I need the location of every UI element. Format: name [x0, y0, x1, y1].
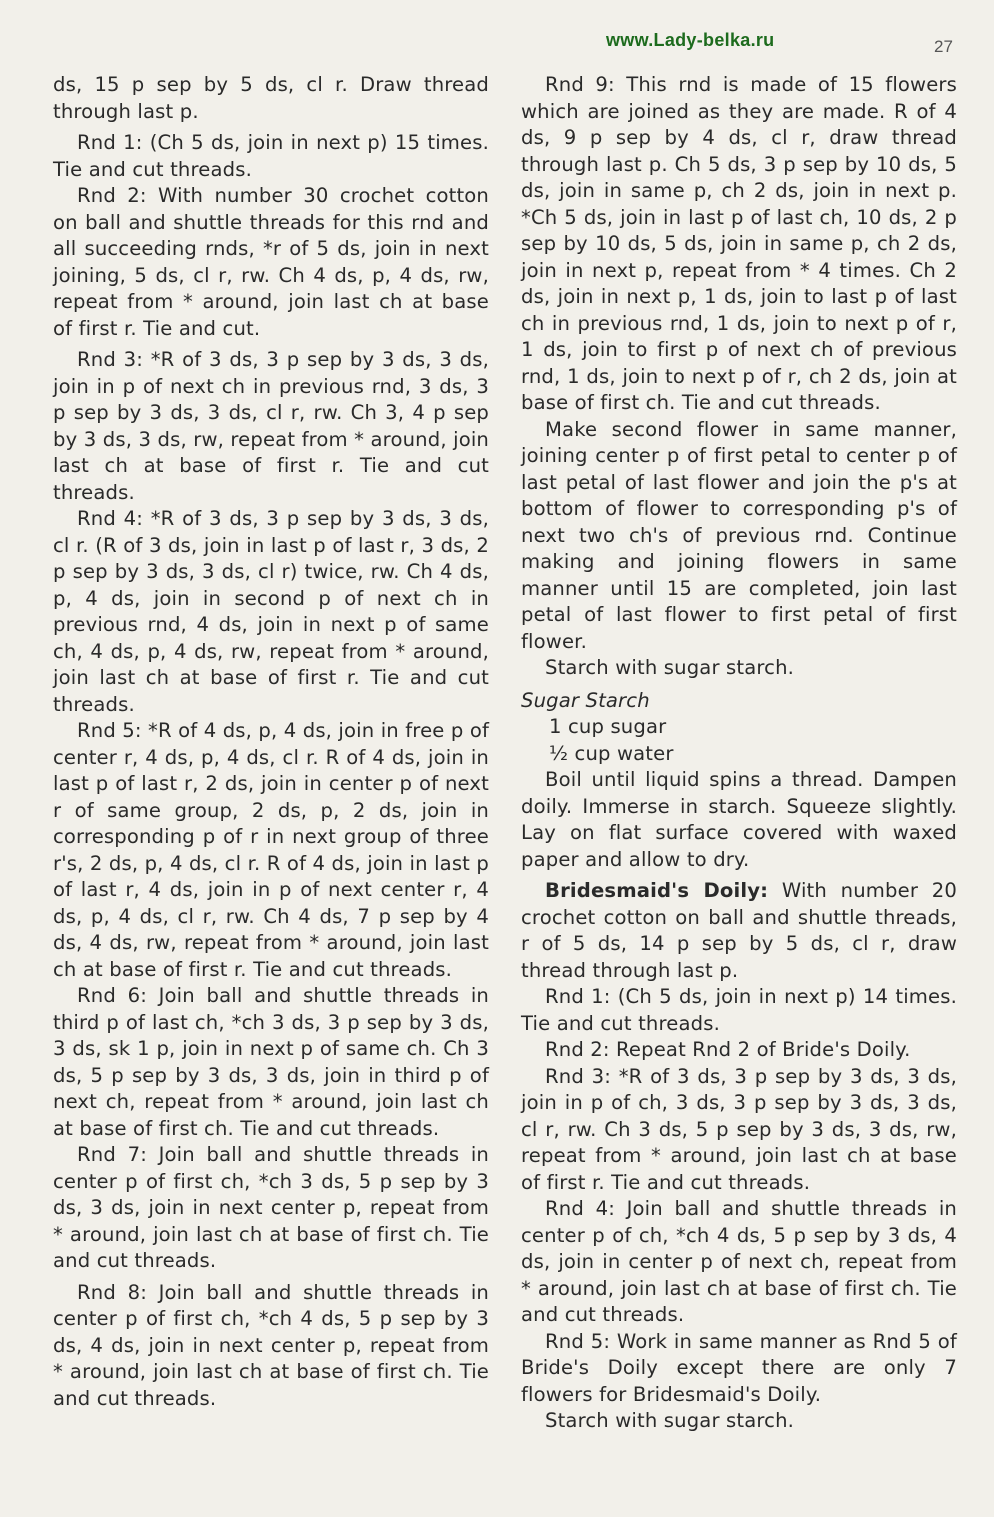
paragraph-boil: Boil until liquid spins a thread. Dampen doily. Immerse in starch. Squeeze slightly. Lay on flat surface covered with waxed paper and allow to dry. [521, 768, 957, 871]
paragraph-rnd-7: Rnd 7: Join ball and shuttle threads in center p of first ch, *ch 3 ds, 5 p sep by 3 ds, 3 ds, join in next center p, repeat from * around, join last ch at base of first ch. Tie and cut threads. [53, 1143, 489, 1272]
ingredient-sugar: 1 cup sugar [549, 715, 667, 738]
paragraph-b-rnd-3: Rnd 3: *R of 3 ds, 3 p sep by 3 ds, 3 ds, join in p of ch, 3 ds, 3 p sep by 3 ds, 3 ds, cl r, rw. Ch 3 ds, 5 p sep by 3 ds, 3 ds, rw, repeat from * around, join last ch at base of first r. Tie and cut threads. [521, 1064, 957, 1194]
sugar-starch-heading: Sugar Starch [521, 688, 650, 712]
paragraph-b-starch: Starch with sugar starch. [545, 1409, 795, 1432]
paragraph-second-flower: Make second flower in same manner, joining center p of first petal to center p of last petal of last flower and join the p's at bottom of flower to corresponding p's of next two ch's of previous rnd. Continue making and joining flowers in same manner until 15 are completed, join last petal of last flower to first petal of first flower. [521, 417, 957, 653]
ingredient-water: ½ cup water [549, 741, 674, 765]
paragraph-continuation: ds, 15 p sep by 5 ds, cl r. Draw thread through last p. [53, 73, 489, 123]
page-number: 27 [934, 37, 953, 56]
paragraph-rnd-1: Rnd 1: (Ch 5 ds, join in next p) 15 times. Tie and cut threads. [53, 131, 489, 181]
paragraph-b-rnd-4: Rnd 4: Join ball and shuttle threads in center p of ch, *ch 4 ds, 5 p sep by 3 ds, 4 ds, join in center p of next ch, repeat from * around, join last ch at base of first ch. Tie and cut threads. [521, 1197, 957, 1326]
right-column [521, 72, 957, 1435]
bridesmaid-title: Bridesmaid's Doily: [545, 879, 769, 902]
paragraph-b-rnd-1: Rnd 1: (Ch 5 ds, join in next p) 14 times. Tie and cut threads. [521, 985, 957, 1035]
left-column [53, 72, 489, 1412]
paragraph-rnd-4: Rnd 4: *R of 3 ds, 3 p sep by 3 ds, 3 ds, cl r. (R of 3 ds, join in last p of last r, 3 ds, 2 p sep by 3 ds, 3 ds, cl r) twice, rw. Ch 4 ds, p, 4 ds, join in second p of next ch in previous rnd, 4 ds, join in next p of same ch, 4 ds, p, 4 ds, rw, repeat from * around, join last ch at base of first r. Tie and cut threads. [53, 507, 489, 716]
paragraph-rnd-2: Rnd 2: With number 30 crochet cotton on ball and shuttle threads for this rnd and all succeeding rnds, *r of 5 ds, join in next joining, 5 ds, cl r, rw. Ch 4 ds, p, 4 ds, rw, repeat from * around, join last ch at base of first r. Tie and cut. [53, 184, 489, 340]
site-watermark: www.Lady-belka.ru [606, 30, 775, 50]
paragraph-b-rnd-5: Rnd 5: Work in same manner as Rnd 5 of Bride's Doily except there are only 7 flowers for Bridesmaid's Doily. [521, 1329, 957, 1406]
paragraph-rnd-3: Rnd 3: *R of 3 ds, 3 p sep by 3 ds, 3 ds, join in p of next ch in previous rnd, 3 ds, 3 p sep by 3 ds, 3 ds, cl r, rw. Ch 3, 4 p sep by 3 ds, 3 ds, rw, repeat from * around, join last ch at base of first r. Tie and cut threads. [53, 348, 489, 504]
paragraph-rnd-6: Rnd 6: Join ball and shuttle threads in third p of last ch, *ch 3 ds, 3 p sep by 3 ds, 3 ds, sk 1 p, join in next p of same ch. Ch 3 ds, 5 p sep by 3 ds, 3 ds, join in third p of next ch, repeat from * around, join last ch at base of first ch. Tie and cut threads. [53, 984, 489, 1140]
paragraph-rnd-8: Rnd 8: Join ball and shuttle threads in center p of first ch, *ch 4 ds, 5 p sep by 3 ds, 4 ds, join in next center p, repeat from * around, join last ch at base of first ch. Tie and cut threads. [53, 1280, 489, 1410]
paragraph-starch-note: Starch with sugar starch. [545, 656, 795, 679]
bridesmaid-intro-text: With number 20 crochet cotton on ball and shuttle threads, r of 5 ds, 14 p sep by 5 ds, cl r, draw thread through last p. [521, 879, 957, 982]
paragraph-bridesmaid-intro [521, 878, 957, 984]
paragraph-rnd-5: Rnd 5: *R of 4 ds, p, 4 ds, join in free p of center r, 4 ds, p, 4 ds, cl r. R of 4 ds, join in last p of last r, 2 ds, join in center p of next r of same group, 2 ds, p, 2 ds, join in corresponding p of r in next group of three r's, 2 ds, p, 4 ds, cl r. R of 4 ds, join in last p of last r, 4 ds, join in p of next center r, 4 ds, p, 4 ds, cl r, rw. Ch 4 ds, 7 p sep by 4 ds, 4 ds, rw, repeat from * around, join last ch at base of first r. Tie and cut threads. [53, 719, 490, 981]
paragraph-rnd-9: Rnd 9: This rnd is made of 15 flowers which are joined as they are made. R of 4 ds, 9 p sep by 4 ds, cl r, draw thread through last p. Ch 5 ds, 3 p sep by 10 ds, 5 ds, join in same p, ch 2 ds, join in next p. *Ch 5 ds, join in last p of last ch, 10 ds, 2 p sep by 10 ds, 5 ds, join in same p, ch 2 ds, join in next p, repeat from * 4 times. Ch 2 ds, join in next p, 1 ds, join to last p of last ch in previous rnd, 1 ds, join to next p of r, 1 ds, join to first p of next ch of previous rnd, 1 ds, join to next p of r, ch 2 ds, join at base of first ch. Tie and cut threads. [521, 73, 957, 414]
paragraph-b-rnd-2: Rnd 2: Repeat Rnd 2 of Bride's Doily. [545, 1038, 911, 1061]
